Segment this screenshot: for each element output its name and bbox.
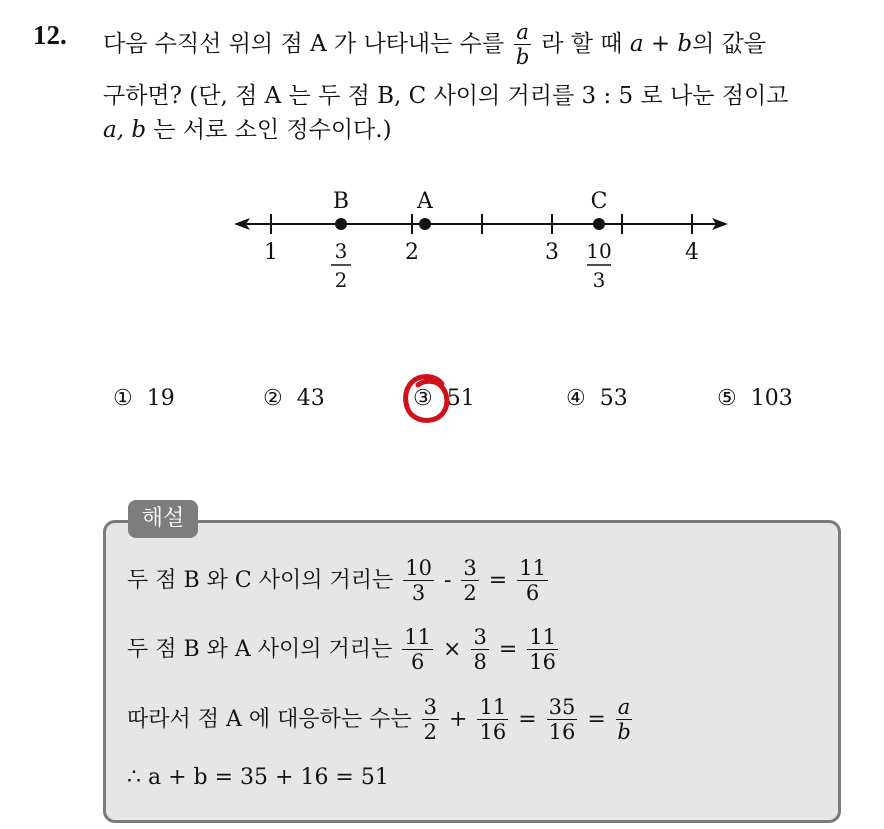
sol1-eq: = — [488, 568, 508, 593]
sol2-frac-1 — [402, 627, 433, 673]
sol2-f1-den: 6 — [410, 650, 425, 674]
solution-text-2: 두 점 B 와 A 사이의 거리는 — [127, 637, 393, 662]
solution-text-1: 두 점 B 와 C 사이의 거리는 — [127, 568, 394, 593]
solution-line-4: ∴ a + b = 35 + 16 = 51 — [127, 765, 389, 790]
question-text-1a: 다음 수직선 위의 점 A 가 나타내는 수를 — [103, 31, 505, 57]
sol1-f3-den: 6 — [525, 581, 540, 605]
sol3-f4-den: b — [617, 720, 631, 744]
question-number: 12. — [33, 20, 67, 50]
choice-5-value: 103 — [750, 386, 793, 411]
sol3-frac-1 — [422, 697, 439, 743]
tick-label-3: 3 — [545, 240, 559, 265]
point-c — [593, 218, 605, 230]
sol3-f1-den: 2 — [423, 720, 438, 744]
sol3-frac-3 — [547, 697, 578, 743]
solution-line-1 — [127, 558, 551, 604]
tick-label-1: 1 — [264, 240, 278, 265]
choice-4-value: 53 — [599, 386, 628, 411]
sol3-f2-num: 11 — [479, 695, 507, 719]
choice-1-value: 19 — [146, 386, 175, 411]
sol2-frac-2 — [471, 627, 488, 673]
sol2-f3-num: 11 — [529, 625, 557, 649]
sol2-op: × — [443, 637, 462, 662]
choice-3-value: 51 — [446, 386, 475, 411]
sol2-f1-num: 11 — [404, 625, 432, 649]
question-line-2: 구하면? (단, 점 A 는 두 점 B, C 사이의 거리를 3 : 5 로 나눈 점이고 — [103, 83, 789, 109]
sol2-f3-den: 16 — [529, 650, 557, 674]
choice-1[interactable] — [113, 386, 175, 411]
choice-2[interactable] — [263, 386, 325, 411]
choice-2-value: 43 — [296, 386, 325, 411]
choice-5-mark: ⑤ — [717, 386, 737, 411]
sol3-frac-2 — [477, 697, 508, 743]
sol1-frac-2 — [461, 558, 478, 604]
sol1-f2-den: 2 — [463, 581, 477, 605]
sol3-eq: = — [518, 707, 537, 732]
tick-label-2: 2 — [405, 240, 419, 265]
sol3-eq2: = — [587, 707, 606, 732]
sol1-f2-num: 3 — [463, 556, 477, 580]
frac-label-c-num: 10 — [586, 239, 612, 263]
label-point-a: A — [417, 189, 433, 214]
sol3-f3-den: 16 — [548, 720, 576, 744]
answer-selection-circle-icon — [398, 370, 458, 430]
sol3-op: + — [449, 707, 468, 732]
number-line-figure — [0, 0, 884, 300]
solution-line-2 — [127, 627, 561, 673]
sol1-f3-num: 11 — [519, 556, 546, 580]
question-text-3: 는 서로 소인 정수이다.) — [153, 117, 392, 143]
sol1-f1-num: 10 — [405, 556, 432, 580]
choice-2-mark: ② — [263, 386, 283, 411]
choice-5[interactable] — [717, 386, 793, 411]
frac-label-c-den: 3 — [592, 268, 606, 292]
solution-tag: 해설 — [128, 500, 198, 538]
question-text-1c: 의 값을 — [692, 31, 767, 57]
frac-label-b-num: 3 — [334, 239, 348, 263]
sol3-f1-num: 3 — [423, 695, 438, 719]
sol3-f3-num: 35 — [548, 695, 576, 719]
tick-label-4: 4 — [685, 240, 699, 265]
question-expr: a + b — [629, 31, 693, 57]
choice-4[interactable] — [566, 386, 628, 411]
sol1-op: - — [443, 568, 452, 593]
point-a — [419, 218, 431, 230]
label-point-b: B — [332, 189, 350, 214]
choice-1-mark: ① — [113, 386, 133, 411]
sol3-frac-4 — [616, 697, 633, 743]
sol3-f2-den: 16 — [479, 720, 507, 744]
sol1-frac-3 — [517, 558, 548, 604]
sol2-eq: = — [498, 637, 518, 662]
choice-3-mark: ③ — [413, 386, 433, 411]
frac-label-b-den: 2 — [334, 268, 348, 292]
choice-4-mark: ④ — [566, 386, 586, 411]
solution-text-3: 따라서 점 A 에 대응하는 수는 — [127, 707, 412, 732]
sol2-frac-3 — [527, 627, 558, 673]
sol2-f2-num: 3 — [473, 625, 487, 649]
label-point-c: C — [590, 189, 608, 214]
sol3-f4-num: a — [617, 695, 631, 719]
sol2-f2-den: 8 — [473, 650, 487, 674]
question-text-1b: 라 할 때 — [541, 31, 623, 57]
fraction-denominator: b — [515, 45, 530, 69]
sol1-f1-den: 3 — [411, 581, 426, 605]
point-b — [335, 218, 347, 230]
solution-line-3 — [127, 697, 635, 743]
question-vars: a, b — [103, 117, 147, 143]
fraction-numerator: a — [516, 20, 529, 44]
sol1-frac-1 — [403, 558, 434, 604]
